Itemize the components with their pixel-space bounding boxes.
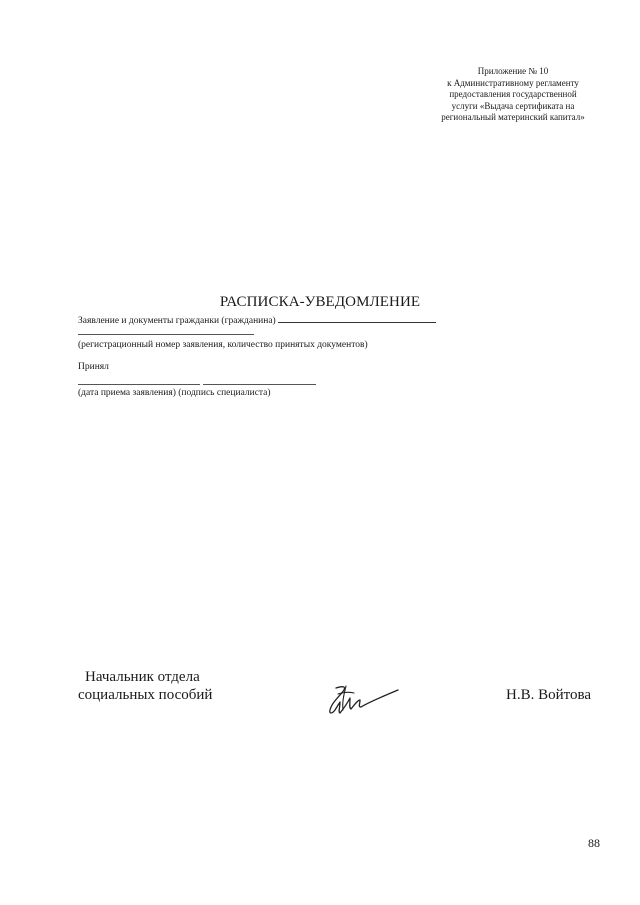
statement-row	[78, 313, 436, 326]
appendix-line: услуги «Выдача сертификата на	[451, 100, 575, 111]
date-signature-caption: (дата приема заявления) (подпись специалиста)	[78, 388, 271, 398]
appendix-header	[418, 66, 608, 124]
appendix-line: региональный материнский капитал»	[441, 112, 585, 122]
handwritten-signature	[322, 680, 402, 720]
official-position	[78, 668, 212, 704]
position-line: Начальник отдела	[85, 669, 200, 685]
document-title: РАСПИСКА-УВЕДОМЛЕНИЕ	[219, 294, 421, 310]
statement-label: Заявление и документы гражданки (гражданина)	[78, 316, 276, 326]
appendix-line: к Административному регламенту	[447, 77, 579, 88]
accepted-label: Принял	[78, 362, 109, 372]
date-blank	[78, 384, 200, 385]
registration-caption: (регистрационный номер заявления, количество принятых документов)	[78, 340, 368, 350]
position-line: социальных пособий	[78, 687, 213, 703]
appendix-line: Приложение № 10	[477, 66, 549, 76]
statement-blank	[278, 313, 436, 323]
page-number: 88	[588, 836, 600, 850]
specialist-signature-blank	[203, 384, 316, 385]
appendix-line: предоставления государственной	[449, 89, 577, 99]
registration-blank	[78, 334, 254, 335]
official-name: Н.В. Войтова	[506, 687, 592, 703]
